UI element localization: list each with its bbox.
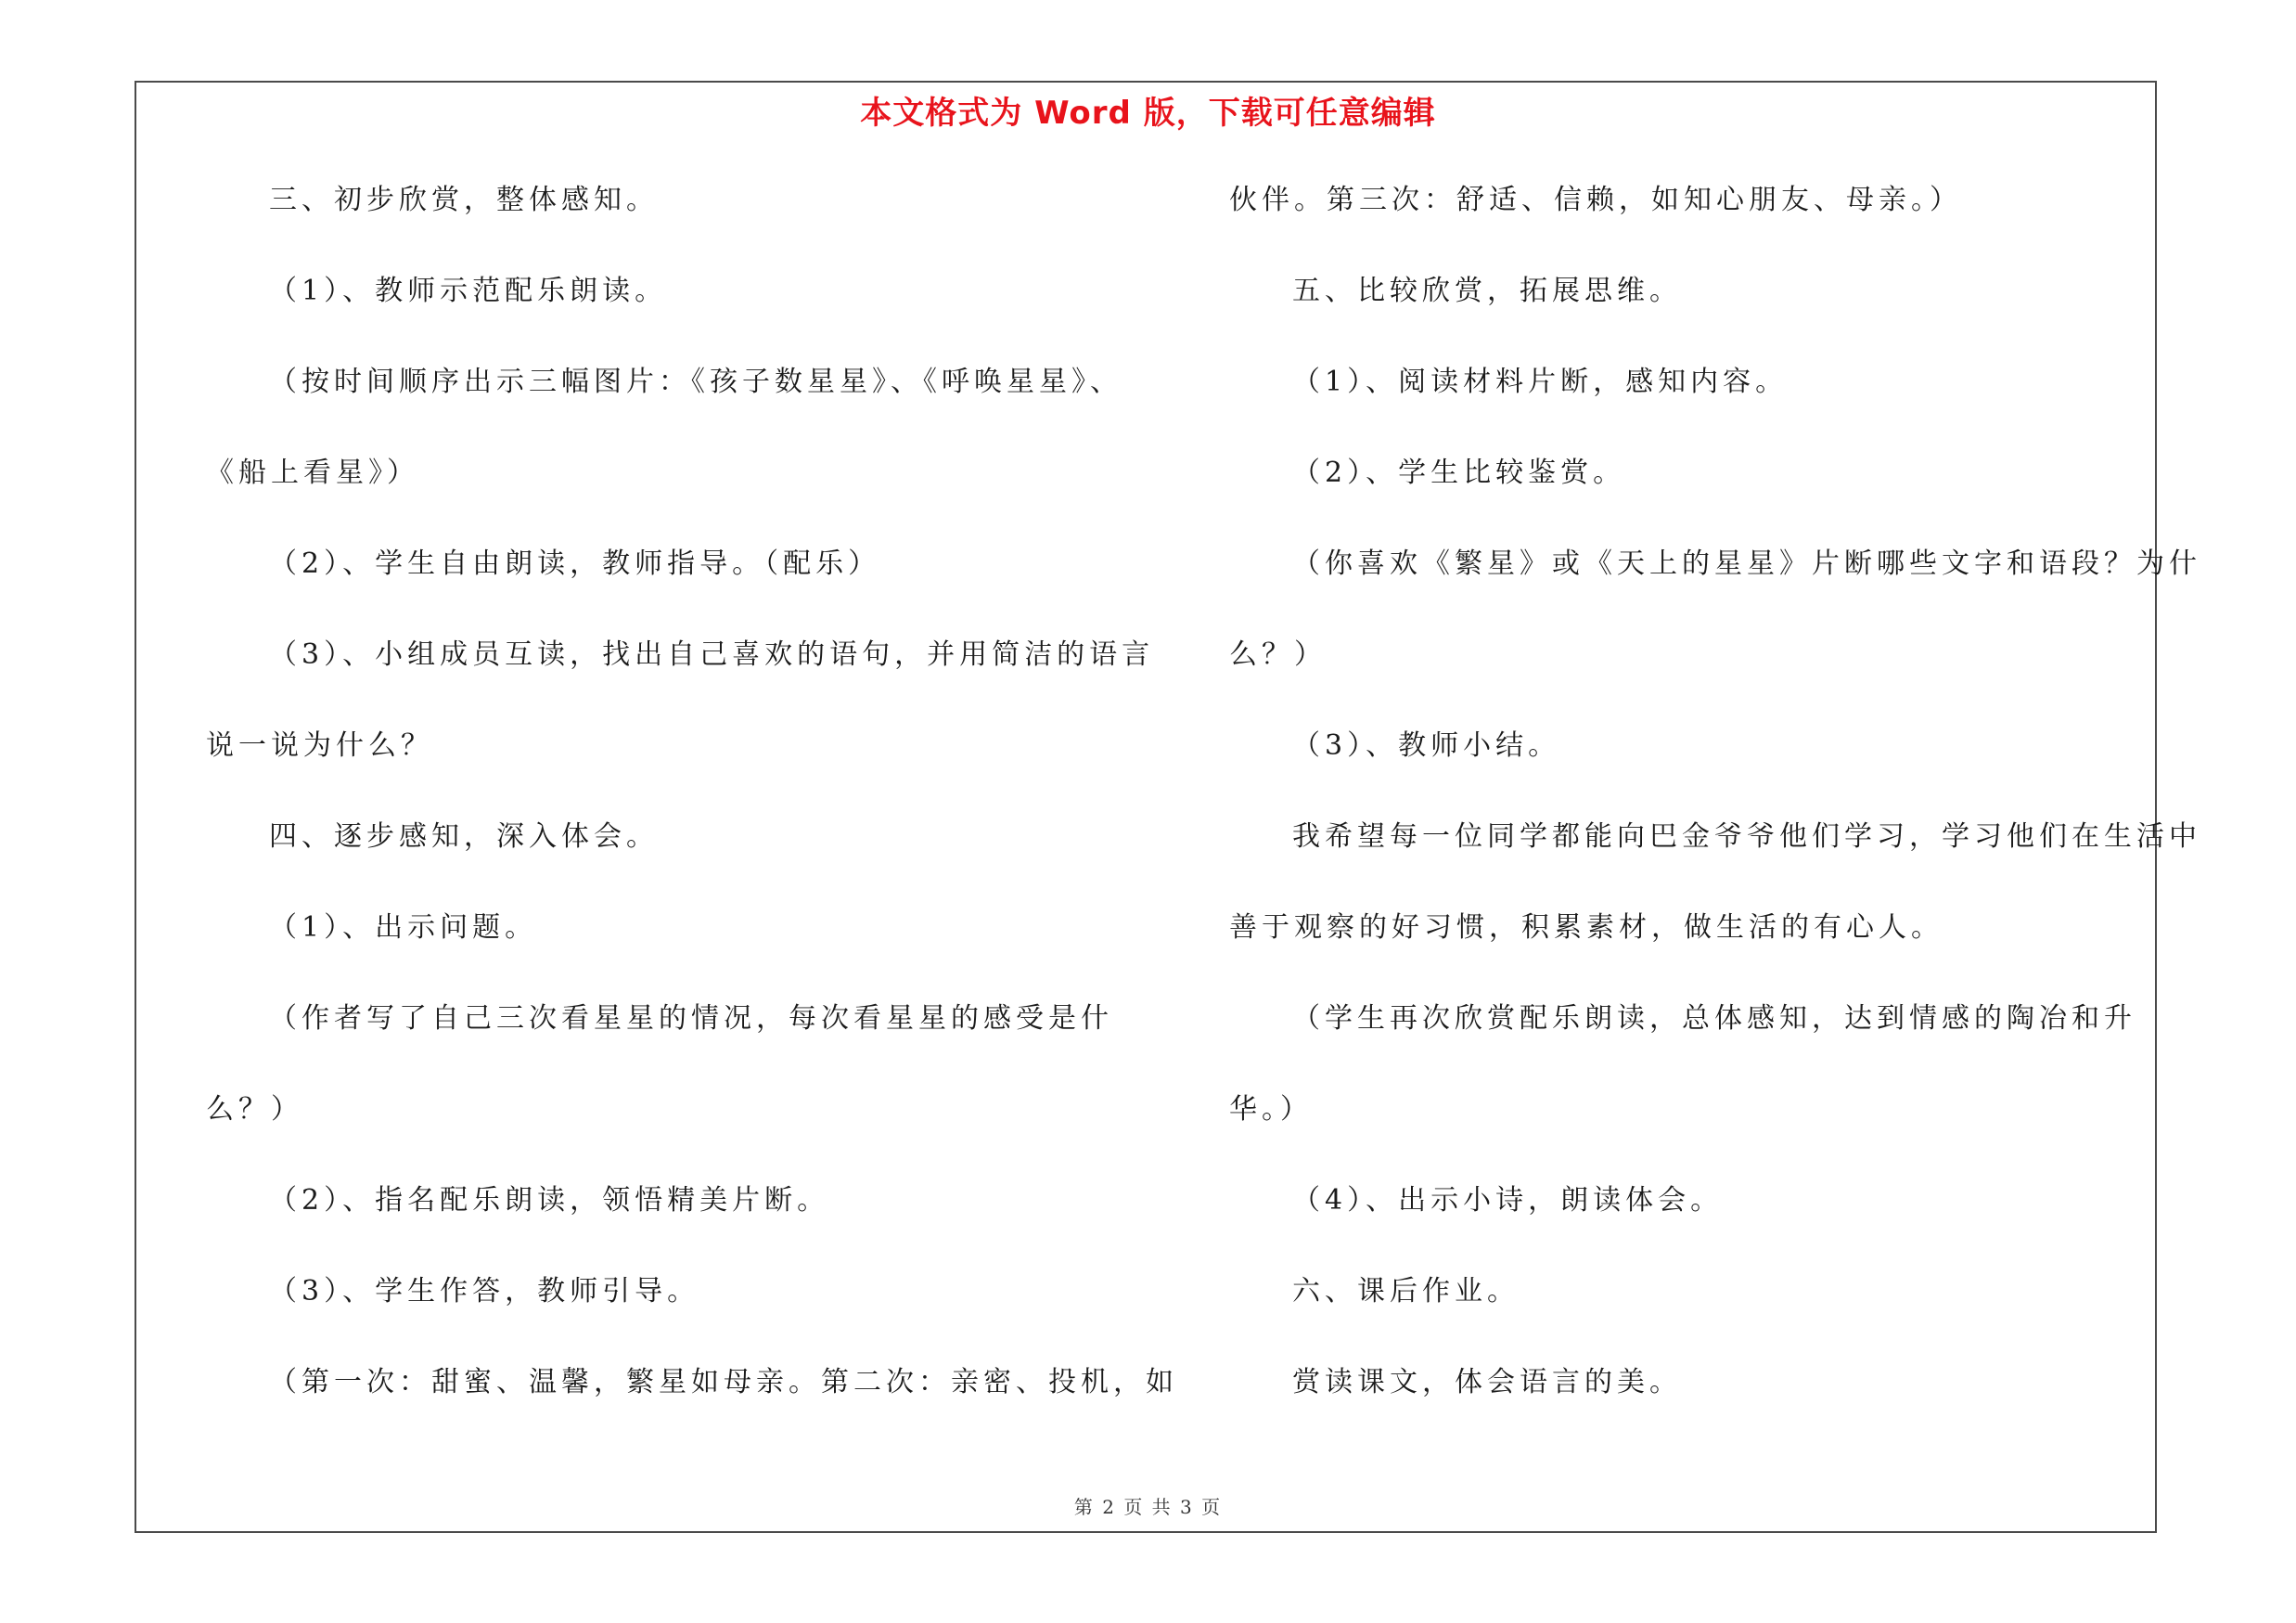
paragraph-line: （按时间顺序出示三幅图片：《孩子数星星》、《呼唤星星》、: [269, 366, 1122, 398]
paragraph-line: （第一次：甜蜜、温馨，繁星如母亲。第二次：亲密、投机，如: [269, 1366, 1178, 1398]
paragraph-line: （3）、学生作答，教师引导。: [269, 1275, 700, 1307]
paragraph-line: 说一说为什么？: [206, 729, 433, 762]
paragraph-line: （1）、出示问题。: [269, 911, 538, 944]
paragraph-line: 我希望每一位同学都能向巴金爷爷他们学习，学习他们在生活中: [1292, 820, 2201, 853]
paragraph-line: （4）、出示小诗，朗读体会。: [1292, 1184, 1724, 1217]
paragraph-line: 《船上看星》）: [206, 457, 419, 489]
section-heading-6: 六、课后作业。: [1292, 1275, 1520, 1307]
paragraph-line: （1）、阅读材料片断，感知内容。: [1292, 366, 1789, 398]
paragraph-line: 华。）: [1229, 1093, 1313, 1126]
section-heading-5: 五、比较欣赏，拓展思维。: [1292, 275, 1682, 307]
paragraph-line: （2）、指名配乐朗读，领悟精美片断。: [269, 1184, 830, 1217]
paragraph-line: 赏读课文，体会语言的美。: [1292, 1366, 1682, 1398]
paragraph-line: （学生再次欣赏配乐朗读，总体感知，达到情感的陶冶和升: [1292, 1002, 2136, 1035]
paragraph-line: （3）、小组成员互读，找出自己喜欢的语句，并用简洁的语言: [269, 638, 1155, 671]
paragraph-line: 伙伴。第三次：舒适、信赖，如知心朋友、母亲。）: [1229, 184, 1962, 216]
section-heading-3: 三、初步欣赏，整体感知。: [269, 184, 659, 216]
page-number-footer: 第 2 页 共 3 页: [1073, 1496, 1223, 1518]
section-heading-4: 四、逐步感知，深入体会。: [269, 820, 659, 853]
paragraph-line: （2）、学生自由朗读，教师指导。（配乐）: [269, 547, 881, 580]
paragraph-line: （1）、教师示范配乐朗读。: [269, 275, 668, 307]
paragraph-line: （作者写了自己三次看星星的情况，每次看星星的感受是什: [269, 1002, 1113, 1035]
paragraph-line: 善于观察的好习惯，积累素材，做生活的有心人。: [1229, 911, 1943, 944]
paragraph-line: （你喜欢《繁星》或《天上的星星》片断哪些文字和语段？为什: [1292, 547, 2201, 580]
paragraph-line: （3）、教师小结。: [1292, 729, 1561, 762]
paragraph-line: 么？）: [1229, 638, 1327, 671]
word-format-banner: 本文格式为 Word 版，下载可任意编辑: [860, 95, 1436, 132]
paragraph-line: （2）、学生比较鉴赏。: [1292, 457, 1626, 489]
paragraph-line: 么？）: [206, 1093, 303, 1126]
